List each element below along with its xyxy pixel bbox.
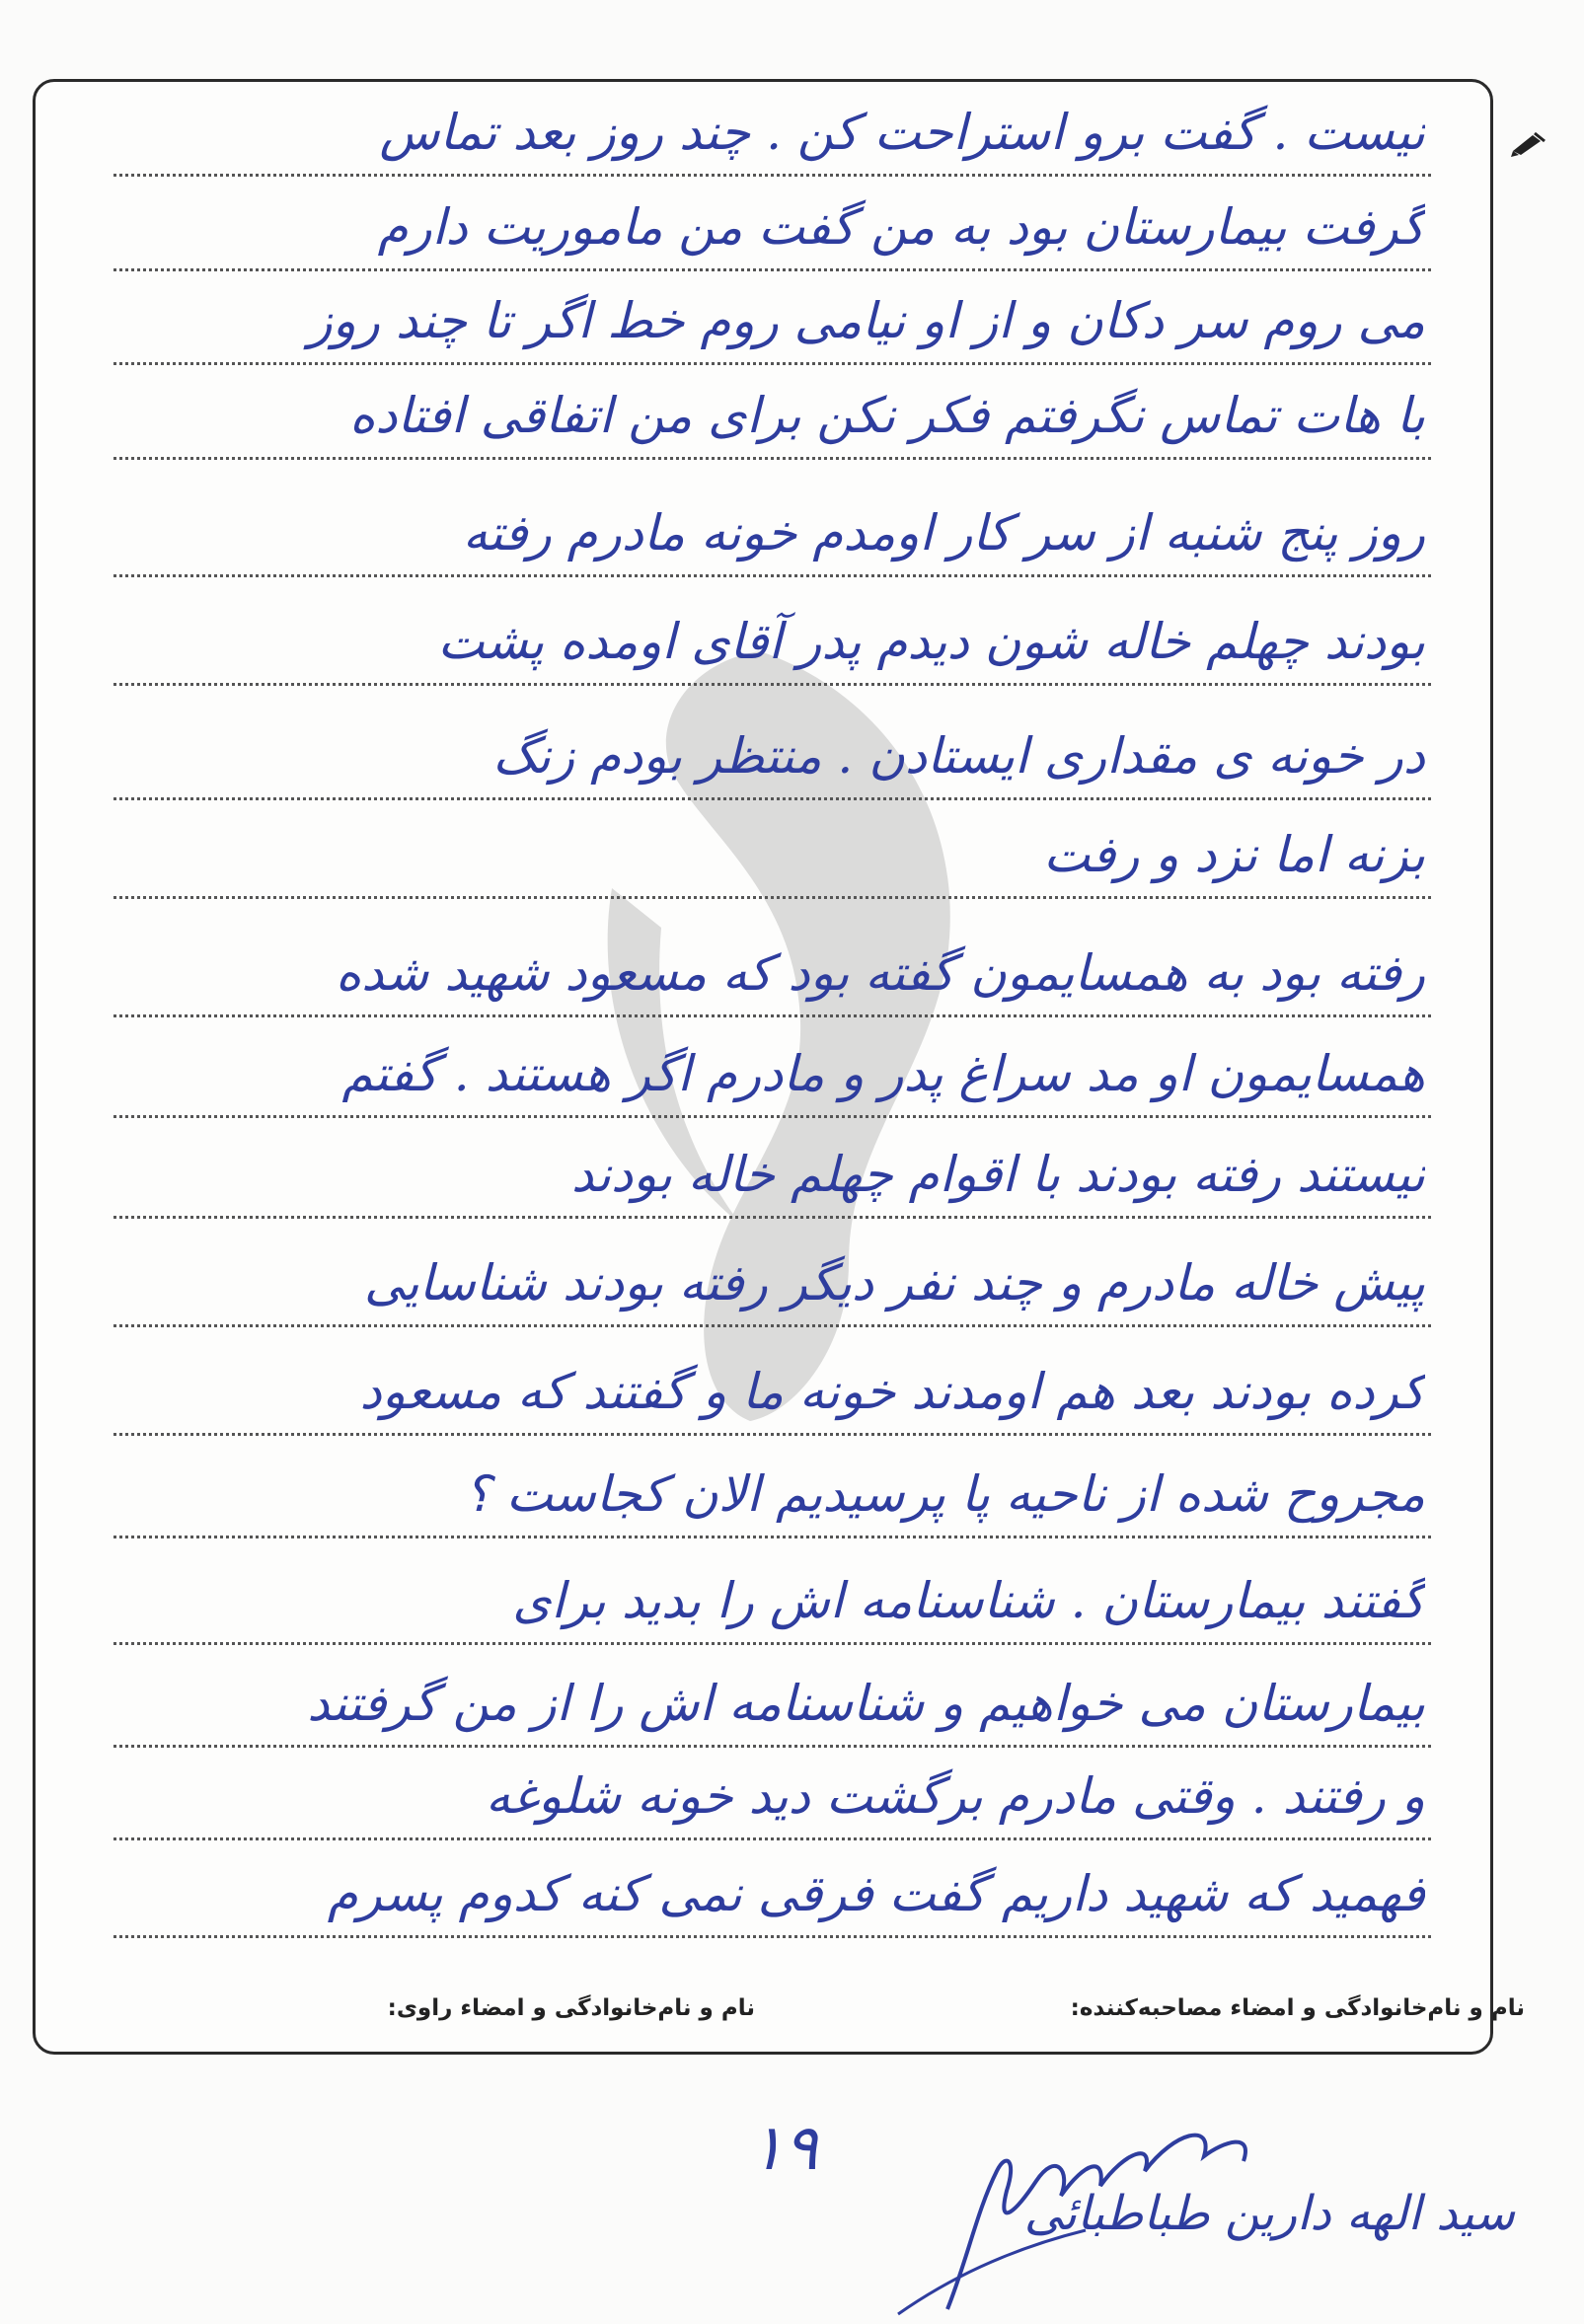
text-line [113,174,1431,271]
handwritten-text: در خونه ی مقداری ایستادن . منتظر بودم زنگ [492,727,1425,785]
text-line [113,79,1431,177]
handwritten-text: گرفت بیمارستان بود به من گفت من ماموریت دارم [377,198,1425,256]
handwritten-text: مجروح شده از ناحیه پا پرسیدیم الان کجاست ؟ [464,1465,1425,1523]
handwritten-text: بیمارستان می خواهیم و شناسنامه اش را از من گرفتند [307,1675,1425,1732]
handwritten-text: نیستند رفته بودند با اقوام چهلم خاله بودند [570,1146,1425,1203]
interviewer-label: نام و نام‌خانوادگی و امضاء مصاحبه‌کننده: [1070,1995,1525,2021]
text-line [113,1338,1431,1436]
handwritten-text: کرده بودند بعد هم اومدند خونه ما و گفتند که مسعود [359,1363,1425,1420]
handwritten-text: بزنه اما نزد و رفت [1043,826,1425,883]
text-line [113,1121,1431,1219]
text-line [113,588,1431,686]
handwritten-text: گفتند بیمارستان . شناسنامه اش را بدید برای [512,1572,1425,1629]
text-line [113,1743,1431,1840]
text-line [113,362,1431,460]
pen-icon [1511,131,1546,157]
text-line [113,1547,1431,1645]
text-line [113,1230,1431,1327]
handwritten-text: می روم سر دکان و از او نیامی روم خط اگر تا چند روز [308,292,1425,349]
handwritten-text: فهمید که شهید داریم گفت فرقی نمی کنه کدوم پسرم [327,1865,1425,1922]
text-line [113,1840,1431,1938]
text-line [113,1020,1431,1118]
text-line [113,1441,1431,1538]
handwritten-text: نیست . گفت برو استراحت کن . چند روز بعد تماس [379,104,1425,161]
signature-footer [59,1995,1525,2035]
text-line [113,267,1431,365]
text-line [113,480,1431,577]
signer-name: سید الهه دارین طباطبائی [1023,2186,1515,2241]
handwritten-text: رفته بود به همسایمون گفته بود که مسعود شهید شده [335,944,1425,1002]
handwritten-text: بودند چهلم خاله شون دیدم پدر آقای اومده پشت [437,613,1425,670]
page-number: ١٩ [750,2112,818,2185]
handwritten-text: و رفتند . وقتی مادرم برگشت دید خونه شلوغه [486,1767,1425,1825]
handwritten-text: پیش خاله مادرم و چند نفر دیگر رفته بودند شناسایی [364,1254,1425,1312]
handwritten-text: همسایمون او مد سراغ پدر و مادرم اگر هستند . گفتم [341,1045,1425,1102]
narrator-label: نام و نام‌خانوادگی و امضاء راوی: [387,1995,755,2021]
text-line [113,703,1431,800]
text-line [113,801,1431,899]
handwritten-text: روز پنج شنبه از سر کار اومدم خونه مادرم رفته [462,504,1425,562]
text-line [113,1650,1431,1748]
text-line [113,920,1431,1017]
handwritten-text: با هات تماس نگرفتم فکر نکن برای من اتفاقی افتاده [349,387,1425,444]
